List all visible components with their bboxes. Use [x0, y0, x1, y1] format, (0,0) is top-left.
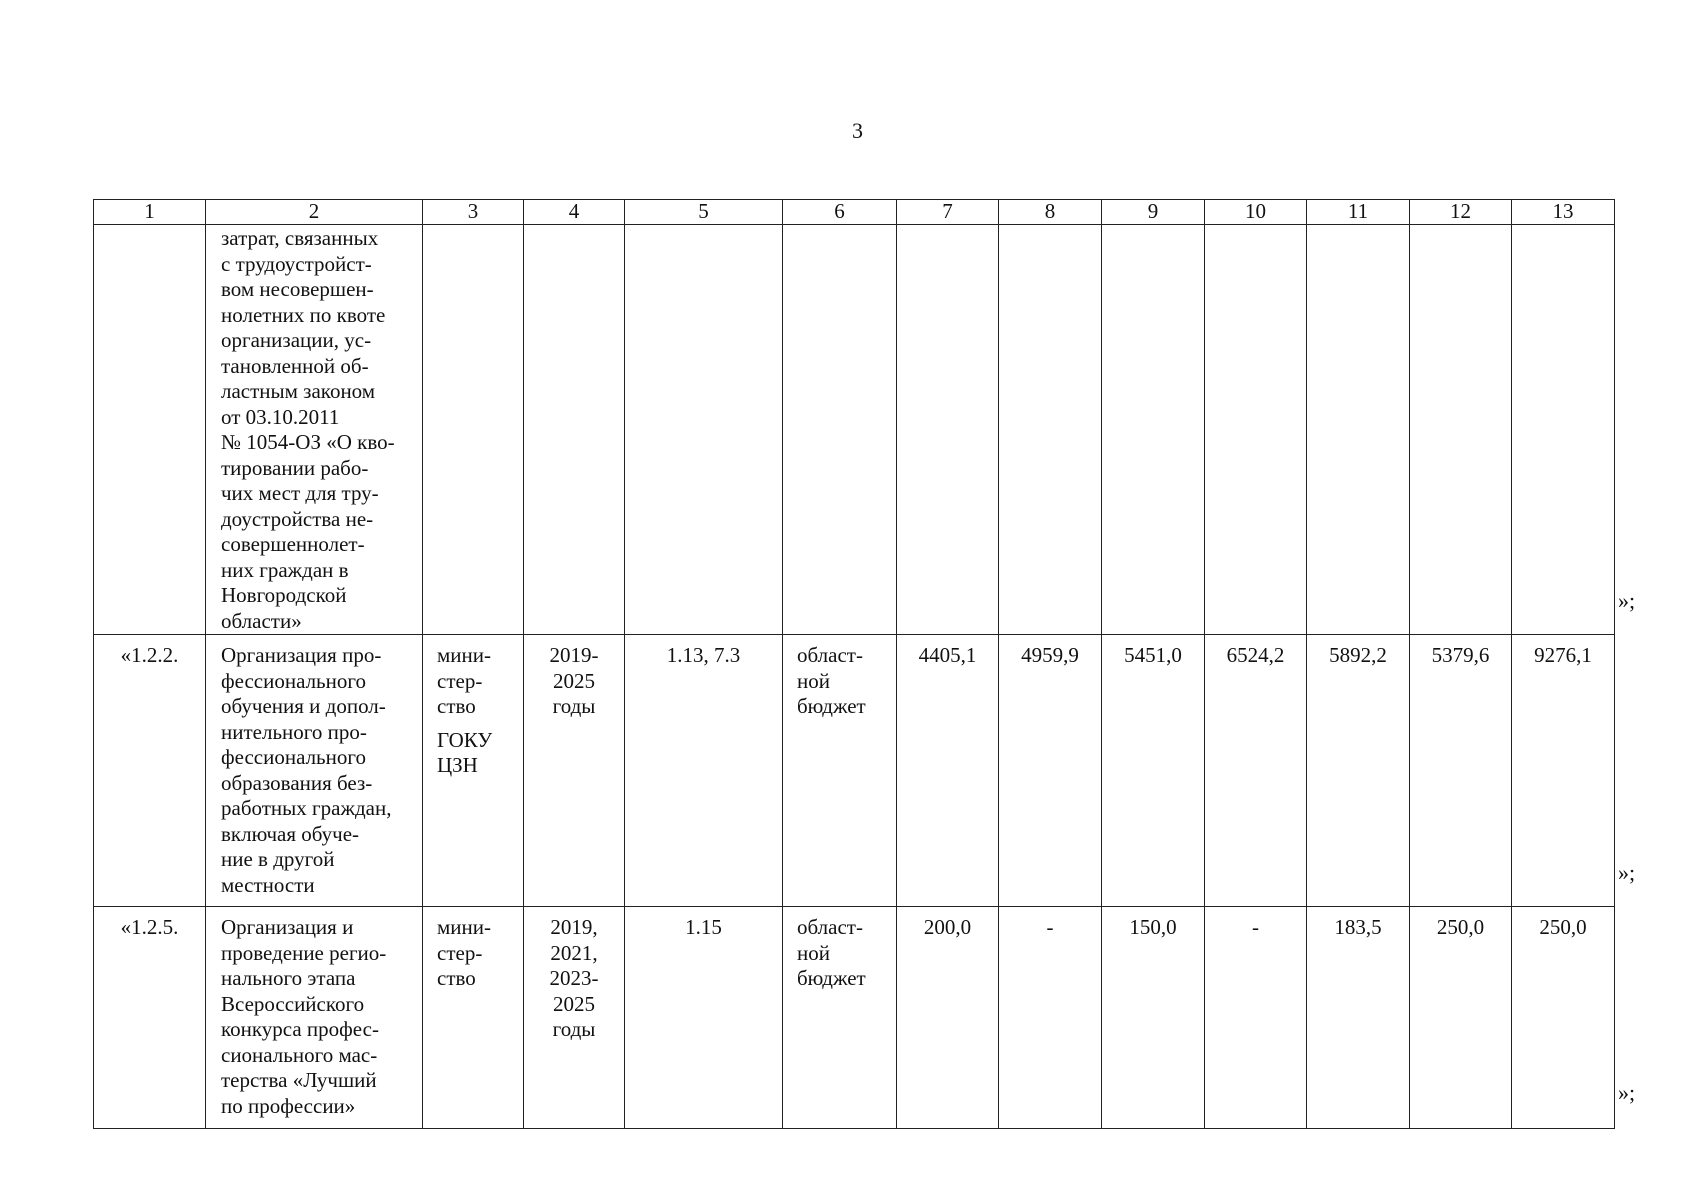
description-line: нального этапа	[221, 966, 356, 990]
description-line: совершеннолет-	[221, 532, 365, 556]
period-line: 2023-	[549, 966, 599, 990]
program-activities-table	[93, 199, 1615, 1129]
period-line: годы	[552, 1017, 596, 1041]
description-line: по профессии»	[221, 1093, 356, 1118]
executor-line: ство	[437, 694, 476, 718]
table-row	[94, 635, 1615, 907]
value-cell	[897, 225, 999, 635]
period-line: 2025	[553, 991, 595, 1016]
period-line: 2021,	[550, 940, 598, 965]
value-cell: 200,0	[897, 907, 999, 1129]
indicator-cell	[625, 225, 783, 635]
value-cell: 183,5	[1307, 907, 1410, 1129]
description-line: них граждан в	[221, 557, 349, 582]
row-closing-quote: »;	[1618, 860, 1636, 885]
description-line: местности	[221, 872, 315, 897]
value-cell: -	[1205, 907, 1307, 1129]
description-line: чих мест для тру-	[221, 481, 379, 505]
value-cell	[1102, 225, 1205, 635]
value-cell: 250,0	[1410, 907, 1512, 1129]
column-number: 4	[524, 200, 625, 225]
description-line: ние в другой	[221, 847, 335, 871]
executor-line: ГОКУ	[437, 727, 493, 752]
description-line: фессионального	[221, 668, 366, 693]
period-line: 2019,	[550, 915, 598, 939]
value-cell: 5379,6	[1410, 635, 1512, 907]
executor-gap	[437, 720, 519, 728]
description-line: работных граждан,	[221, 796, 392, 820]
column-number: 10	[1205, 200, 1307, 225]
source-line: област-	[797, 643, 863, 667]
description-line: ластным законом	[221, 379, 376, 403]
period-line: 2025	[553, 668, 595, 693]
column-number: 6	[783, 200, 897, 225]
description-line: фессионального	[221, 745, 366, 769]
column-number-row	[94, 200, 1615, 225]
executor-line: ство	[437, 966, 476, 990]
value-cell: 4959,9	[999, 635, 1102, 907]
source-line: област-	[797, 915, 863, 939]
description-line: Новгородской	[221, 583, 347, 607]
row-closing-quote: »;	[1618, 1080, 1636, 1105]
column-number: 8	[999, 200, 1102, 225]
description-line: Организация про-	[221, 643, 382, 667]
value-cell: 9276,1	[1512, 635, 1615, 907]
activity-description-cell	[206, 635, 423, 907]
executor-line: стер-	[437, 668, 483, 693]
row-closing-quote: »;	[1618, 588, 1636, 613]
description-line: Всероссийского	[221, 991, 365, 1016]
value-cell: 6524,2	[1205, 635, 1307, 907]
activity-number-cell	[94, 225, 206, 635]
description-line: организации, ус-	[221, 328, 372, 352]
period-line: годы	[552, 694, 596, 718]
value-cell: 150,0	[1102, 907, 1205, 1129]
description-line: образования без-	[221, 770, 373, 795]
column-number: 3	[423, 200, 524, 225]
source-line: бюджет	[797, 694, 866, 718]
column-number: 5	[625, 200, 783, 225]
description-line: конкурса профес-	[221, 1017, 379, 1041]
value-cell: -	[999, 907, 1102, 1129]
activity-description-cell	[206, 225, 423, 635]
page-number: 3	[852, 118, 863, 143]
value-cell	[1307, 225, 1410, 635]
executor-line: мини-	[437, 643, 491, 667]
executor-cell	[423, 225, 524, 635]
description-line: доустройства не-	[221, 506, 374, 531]
column-number: 1	[94, 200, 206, 225]
description-line: нительного про-	[221, 719, 367, 744]
executor-cell	[423, 907, 524, 1129]
value-cell	[1512, 225, 1615, 635]
description-line: с трудоустройст-	[221, 251, 372, 276]
description-line: области»	[221, 608, 302, 633]
executor-cell	[423, 635, 524, 907]
table-row	[94, 907, 1615, 1129]
funding-source-cell	[783, 635, 897, 907]
value-cell	[1205, 225, 1307, 635]
source-line: бюджет	[797, 966, 866, 990]
funding-source-cell	[783, 225, 897, 635]
indicator-cell: 1.15	[625, 907, 783, 1129]
activity-description-cell	[206, 907, 423, 1129]
description-line: затрат, связанных	[221, 226, 379, 250]
description-line: обучения и допол-	[221, 694, 386, 718]
executor-line: мини-	[437, 915, 491, 939]
value-cell	[1410, 225, 1512, 635]
column-number: 7	[897, 200, 999, 225]
description-line: № 1054-ОЗ «О кво-	[221, 430, 395, 454]
description-line: включая обуче-	[221, 821, 360, 846]
activity-number-cell: «1.2.5.	[94, 907, 206, 1129]
period-line: 2019-	[549, 643, 599, 667]
description-line: проведение регио-	[221, 940, 387, 965]
value-cell: 250,0	[1512, 907, 1615, 1129]
funding-source-cell	[783, 907, 897, 1129]
value-cell: 5892,2	[1307, 635, 1410, 907]
column-number: 13	[1512, 200, 1615, 225]
table-row	[94, 225, 1615, 635]
description-line: терства «Лучший	[221, 1068, 377, 1092]
executor-line: стер-	[437, 940, 483, 965]
description-line: от 03.10.2011	[221, 404, 340, 429]
description-line: тировании рабо-	[221, 455, 369, 480]
source-line: ной	[797, 940, 830, 965]
description-line: Организация и	[221, 915, 354, 939]
description-line: сионального мас-	[221, 1042, 378, 1067]
indicator-cell: 1.13, 7.3	[625, 635, 783, 907]
value-cell	[999, 225, 1102, 635]
value-cell: 4405,1	[897, 635, 999, 907]
period-cell	[524, 635, 625, 907]
source-line: ной	[797, 668, 830, 693]
activity-number-cell: «1.2.2.	[94, 635, 206, 907]
column-number: 11	[1307, 200, 1410, 225]
column-number: 12	[1410, 200, 1512, 225]
period-cell	[524, 907, 625, 1129]
executor-line: ЦЗН	[437, 753, 478, 777]
column-number: 2	[206, 200, 423, 225]
period-cell	[524, 225, 625, 635]
description-line: нолетних по квоте	[221, 302, 386, 327]
description-line: тановленной об-	[221, 353, 369, 378]
value-cell: 5451,0	[1102, 635, 1205, 907]
column-number: 9	[1102, 200, 1205, 225]
description-line: вом несовершен-	[221, 277, 374, 301]
